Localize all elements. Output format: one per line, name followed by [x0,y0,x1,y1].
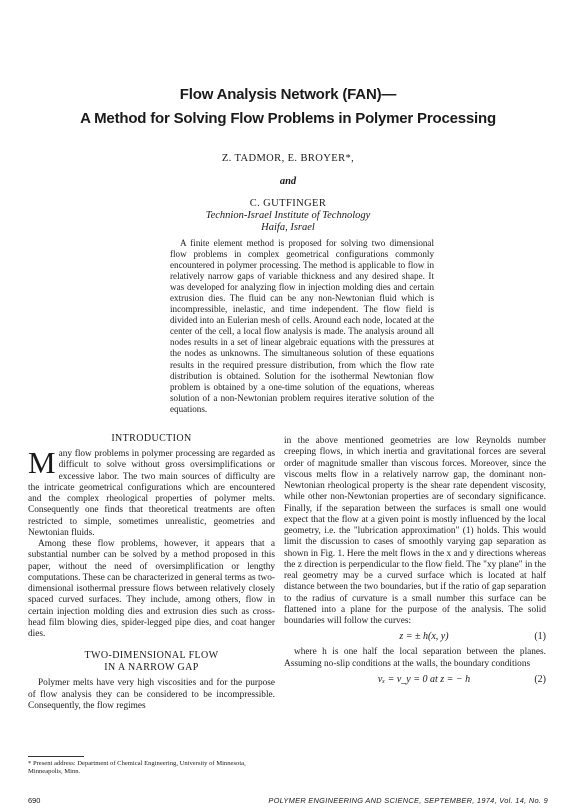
authors-line-1: Z. TADMOR, E. BROYER*, [221,153,355,164]
equation-1 [284,630,546,644]
authors-line-2: C. GUTFINGER [249,198,327,209]
section-heading-two-dimensional-flow [28,650,275,674]
introduction-paragraph-1 [28,445,275,539]
section-heading-line-1: TWO-DIMENSIONAL FLOW [84,650,219,662]
introduction-heading: INTRODUCTION [111,433,192,444]
introduction-paragraph-2: Among these flow problems, however, it appears that a substantial number can be solved by a method proposed in this paper, without the need of oversimplification or lengthy computations. These can be characterized in general terms as two-dimensional isothermal pressure flows between relatively closely spaced curved surfaces. They include, among others, flow in certain injection molding dies and extrusion dies such as cross-head film blowing dies, spider-legged pipe dies, and coat hanger dies. [28,539,275,639]
paper-title-line-1: Flow Analysis Network (FAN)— [179,86,397,103]
right-paragraph-2: where h is one half the local separation between the planes. Assuming no-slip conditions at the walls, the boundary conditions [284,647,546,669]
equation-1-expression: z = ± h(x, y) [399,631,449,643]
equation-1-number: (1) [534,631,546,643]
drop-cap: M [28,445,56,480]
abstract [170,238,434,415]
page-number: 690 [28,796,41,805]
left-column [28,433,275,712]
right-paragraph-1: in the above mentioned geometries are low Reynolds number creeping flows, in which inertia and gravitational forces are several order of magnitude smaller than viscous forces. Moreover, since the viscous melts flow in a relatively narrow gap, the dominant non-Newtonian rheological property is the shear rate dependent viscosity, while other non-Newtonian properties are of secondary significance. Finally, if the separation between the surfaces is small one would expect that the flow at a given point is mostly influenced by the local geometry, i.e. the "lubrication approximation" (1) holds. This would limit the discussion to cases of smoothly varying gap separation as shown in Fig. 1. Here the melt flows in the x and y directions whereas the z direction is perpendicular to the flow field. The "xy plane" in the real geometry may be a curved surface which is located at half distance between the two boundaries, but if the ratio of gap separation to the radius of curvature is a small number this surface can be flattened into a plane for the purpose of the analysis. The solid boundaries will follow the curves: [284,436,546,626]
equation-2-number: (2) [534,673,546,685]
affiliation-city: Haifa, Israel [261,222,315,233]
abstract-text: A finite element method is proposed for solving two dimensional flow problems in complex geometrical configurations commonly encountered in polymer processing. The method is applicable to flow in relatively narrow gaps of variable thickness and any desired shape. It was developed for analyzing flow in injection molding dies and certain extrusion dies. The fluid can be any non-Newtonian fluid which is incompressible, inelastic, and time independent. The flow field is divided into an Eulerian mesh of cells. Around each node, located at the center of the cell, a local flow analysis is made. The analysis around all nodes results in a set of linear algebraic equations with the pressures at the nodes as unknowns. The simultaneous solution of these equations results in the required pressure distribution, from which the flow rate distribution is obtained. Solution for the isothermal Newtonian flow problem is obtained by a one-time solution of the equations, whereas solution of a non-Newtonian problem requires iterative solution of the equations. [170,238,434,414]
equation-2 [284,673,546,687]
paper-title-line-2: A Method for Solving Flow Problems in Polymer Processing [80,110,496,127]
footnote: * Present address: Department of Chemical Engineering, University of Minnesota, Minneapolis, Minn. [28,760,246,776]
section2-paragraph-1: Polymer melts have very high viscosities and for the purpose of flow analysis they can be considered to be incompressible. Consequently, the flow regimes [28,678,275,711]
introduction-paragraph-1-text: any flow problems in polymer processing are regarded as difficult to solve without gross oversimplifications or excessive labor. The two main sources of difficulty are the intricate geometrical configurations which are encountered and the complex rheological properties of polymer melts. Consequently one finds that theoretical treatments are often restricted to simple, sometimes unrealistic, geometries and Newtonian fluids. [28,449,275,538]
right-column [284,436,546,690]
journal-footer: POLYMER ENGINEERING AND SCIENCE, SEPTEMBER, 1974, Vol. 14, No. 9 [268,796,548,805]
equation-2-expression: vₓ = v_y = 0 at z = − h [377,673,471,685]
affiliation-institute: Technion-Israel Institute of Technology [205,210,371,221]
footnote-rule [28,756,84,757]
authors-conjunction: and [279,176,297,187]
section-heading-line-2: IN A NARROW GAP [104,662,199,674]
